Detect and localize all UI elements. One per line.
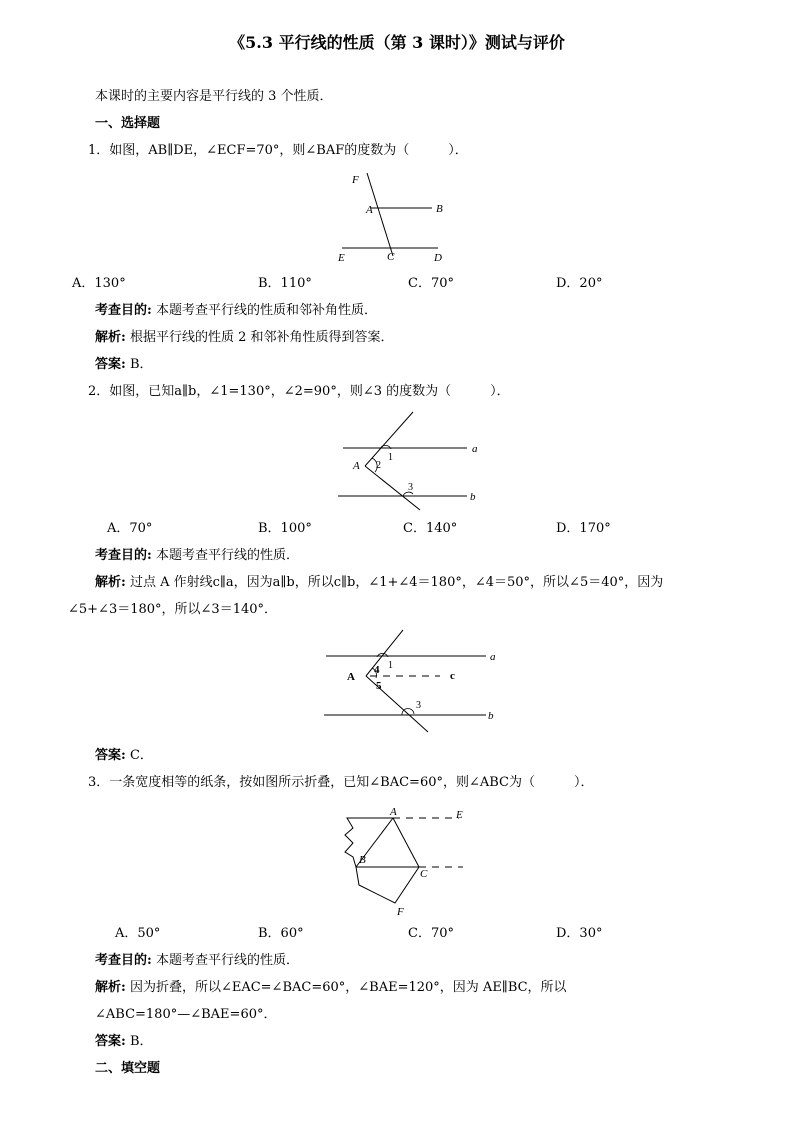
q2-figure (335, 408, 485, 518)
q2s-label-a: a (490, 651, 496, 663)
q3-label-F: F (397, 906, 404, 918)
q2-analysis: 解析: 过点 A 作射线c∥a，因为a∥b，所以c∥b，∠1+∠4＝180°，∠4＝50°，所以∠5＝40°，因为 (95, 575, 664, 590)
q1-answer: 答案: B． (95, 357, 153, 372)
q2-stem: 2．如图，已知a∥b，∠1=130°，∠2=90°，则∠3 的度数为（ ）． (88, 384, 510, 399)
q1-purpose: 考查目的: 本题考查平行线的性质和邻补角性质． (95, 303, 377, 318)
q1-option-d: D．20° (556, 276, 603, 291)
q2-label-3: 3 (408, 482, 413, 493)
q1-option-c: C．70° (408, 276, 454, 291)
q2-analysis-cont: ∠5+∠3＝180°，所以∠3＝140°． (68, 602, 278, 617)
section-heading-fill: 二、填空题 (95, 1061, 161, 1076)
q1-label-B: B (436, 203, 443, 215)
q1-label-A: A (366, 204, 373, 216)
q1-option-a: A．130° (72, 276, 126, 291)
q1-figure (330, 168, 460, 268)
section-heading-choice: 一、选择题 (95, 116, 161, 131)
intro-text: 本课时的主要内容是平行线的 3 个性质． (95, 89, 333, 104)
q2s-label-A: A (347, 671, 355, 683)
q1-analysis: 解析: 根据平行线的性质 2 和邻补角性质得到答案． (95, 330, 394, 345)
page-title: 《5.3 平行线的性质（第 3 课时）》测试与评价 (229, 33, 565, 52)
q1-stem: 1．如图，AB∥DE，∠ECF=70°，则∠BAF的度数为（ ）． (88, 143, 468, 158)
q2-option-d: D．170° (556, 521, 611, 536)
q3-label-E: E (456, 809, 463, 821)
q2-purpose: 考查目的: 本题考查平行线的性质． (95, 548, 299, 563)
q2-answer: 答案: C． (95, 748, 153, 763)
q1-label-C: C (387, 251, 395, 263)
q2s-label-b: b (488, 710, 494, 722)
q2-option-c: C．140° (403, 521, 458, 536)
q1-label-D: D (434, 252, 442, 264)
q1-label-E: E (338, 252, 345, 264)
q2-label-A: A (353, 460, 360, 472)
q2s-label-1: 1 (388, 660, 393, 671)
q3-label-B: B (359, 854, 366, 866)
q3-label-A: A (390, 806, 397, 818)
q1-label-F: F (352, 174, 359, 186)
q3-figure (335, 805, 475, 920)
q2-label-1: 1 (388, 452, 393, 463)
q3-analysis: 解析: 因为折叠，所以∠EAC=∠BAC=60°，∠BAE=120°，因为 AE∥BC，所以 (95, 980, 567, 995)
q2-label-2: 2 (376, 460, 381, 471)
q3-answer: 答案: B． (95, 1034, 153, 1049)
q2-label-a: a (472, 443, 478, 455)
q3-option-c: C．70° (408, 926, 454, 941)
q3-label-C: C (420, 868, 428, 880)
q2s-label-c: c (450, 670, 455, 682)
q3-option-b: B．60° (258, 926, 304, 941)
q3-analysis-cont: ∠ABC=180°—∠BAE=60°． (95, 1007, 277, 1022)
q3-option-a: A．50° (115, 926, 161, 941)
q2s-label-3: 3 (416, 700, 421, 711)
q3-option-d: D．30° (556, 926, 603, 941)
q3-purpose: 考查目的: 本题考查平行线的性质． (95, 953, 299, 968)
q2-label-b: b (470, 491, 476, 503)
q2s-label-5: 5 (376, 680, 382, 692)
q1-option-b: B．110° (258, 276, 312, 291)
q2-solution-figure (320, 628, 510, 738)
q2s-label-4: 4 (374, 664, 380, 676)
q2-option-a: A．70° (107, 521, 153, 536)
q3-stem: 3．一条宽度相等的纸条，按如图所示折叠，已知∠BAC=60°，则∠ABC为（ ）． (88, 775, 594, 790)
q2-option-b: B．100° (258, 521, 312, 536)
